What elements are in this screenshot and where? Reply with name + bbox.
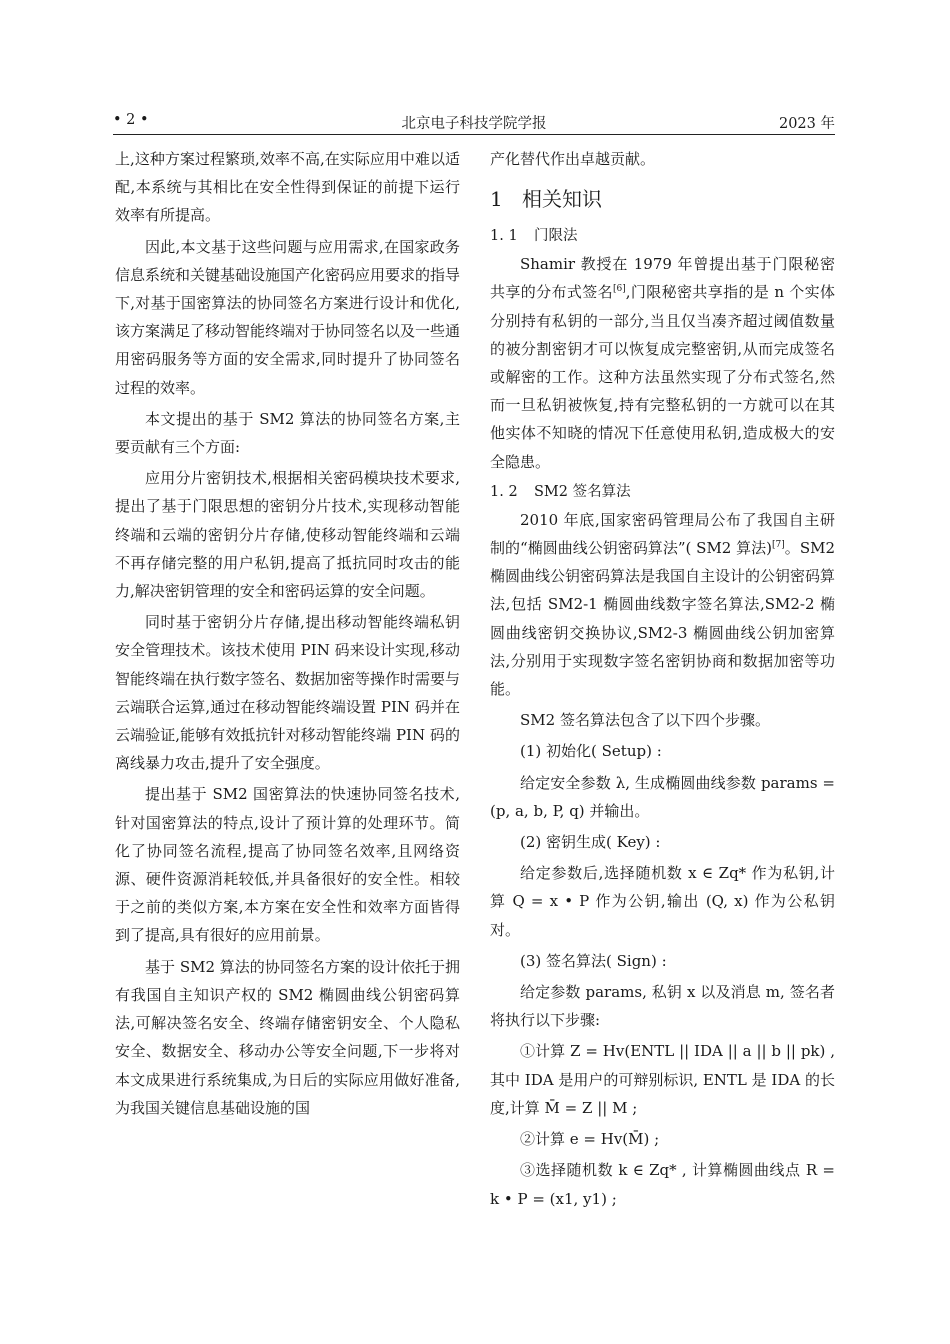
section-number: 1 bbox=[490, 187, 503, 212]
journal-title: 北京电子科技学院学报 bbox=[401, 116, 547, 132]
paragraph: 基于 SM2 算法的协同签名方案的设计依托于拥有我国自主知识产权的 SM2 椭圆曲线公钥密码算法,可解决签名安全、终端存储密钥安全、个人隐私安全、数据安全、移动办公等安全问题,下一步将对本文成果进行系统集成,为日后的实际应用做好准备,为我国关键信息基础设施的国 bbox=[115, 957, 460, 1117]
left-column bbox=[115, 145, 460, 1125]
paragraph: 上,这种方案过程繁琐,效率不高,在实际应用中难以适配,本系统与其相比在安全性得到保证的前提下运行效率有所提高。 bbox=[115, 150, 460, 225]
paragraph: ③选择随机数 k ∈ Zq* , 计算椭圆曲线点 R = k • P = (x1, y1) ; bbox=[490, 1161, 835, 1208]
right-column bbox=[490, 145, 835, 1216]
subsection-heading bbox=[490, 224, 835, 248]
paragraph: ①计算 Z = Hv(ENTL || IDA || a || b || pk) ,其中 IDA 是用户的可辩别标识, ENTL 是 IDA 的长度,计算 M̄ = Z || M ; bbox=[490, 1042, 835, 1117]
step-title: (3) 签名算法( Sign) : bbox=[520, 951, 667, 970]
paragraph: Shamir 教授在 1979 年曾提出基于门限秘密共享的分布式签名[6],门限秘密共享指的是 n 个实体分别持有私钥的一部分,当且仅当凑齐超过阈值数量的被分割密钥才可以恢复成完整密钥,从而完成签名或解密的工作。这种方法虽然实现了分布式签名,然而一旦私钥被恢复,持有完整私钥的一方就可以在其他实体不知晓的情况下任意使用私钥,造成极大的安全隐患。 bbox=[490, 255, 835, 471]
step-title: (2) 密钥生成( Key) : bbox=[520, 833, 661, 852]
subsection-heading bbox=[490, 480, 835, 504]
subsection-title: SM2 签名算法 bbox=[534, 483, 631, 500]
page-number: • 2 • bbox=[113, 112, 149, 128]
paragraph: 同时基于密钥分片存储,提出移动智能终端私钥安全管理技术。该技术使用 PIN 码来设计实现,移动智能终端在执行数字签名、数据加密等操作时需要与云端联合运算,通过在移动智能终端设置 PIN 码并在云端验证,能够有效抵抗针对移动智能终端 PIN 码的离线暴力攻击,提升了安全强度。 bbox=[115, 613, 461, 773]
paragraph: 给定参数后,选择随机数 x ∈ Zq* 作为私钥,计算 Q = x • P 作为公钥,输出 (Q, x) 作为公私钥对。 bbox=[490, 864, 835, 939]
paragraph: 本文提出的基于 SM2 算法的协同签名方案,主要贡献有三个方面: bbox=[115, 409, 460, 457]
paragraph: 应用分片密钥技术,根据相关密码模块技术要求,提出了基于门限思想的密钥分片技术,实现移动智能终端和云端的密钥分片存储,使移动智能终端和云端不再存储完整的用户私钥,提高了抵抗同时攻击的能力,解决密钥管理的安全和密码运算的安全问题。 bbox=[115, 469, 460, 601]
publication-year: 2023 年 bbox=[778, 116, 835, 132]
paragraph: SM2 签名算法包含了以下四个步骤。 bbox=[520, 711, 770, 730]
paragraph: 产化替代作出卓越贡献。 bbox=[490, 150, 656, 168]
paragraph: 给定参数 params, 私钥 x 以及消息 m, 签名者将执行以下步骤: bbox=[490, 983, 835, 1030]
paragraph: 给定安全参数 λ, 生成椭圆曲线参数 params = (p, a, b, P, q) 并输出。 bbox=[490, 773, 835, 820]
subsection-number: 1. 1 bbox=[490, 228, 518, 245]
step-title: (1) 初始化( Setup) : bbox=[520, 742, 662, 761]
paragraph: 提出基于 SM2 国密算法的快速协同签名技术,针对国密算法的特点,设计了预计算的处理环节。简化了协同签名流程,提高了协同签名效率,且网络资源、硬件资源消耗较低,并具备很好的安全性。相较于之前的类似方案,本方案在安全性和效率方面皆得到了提高,具有很好的应用前景。 bbox=[115, 785, 460, 945]
section-title: 相关知识 bbox=[522, 187, 602, 212]
paragraph: 2010 年底,国家密码管理局公布了我国自主研制的“椭圆曲线公钥密码算法”( SM2 算法)[7]。SM2 椭圆曲线公钥密码算法是我国自主设计的公钥密码算法,包括 SM2-1 椭圆曲线数字签名算法,SM2-2 椭圆曲线密钥交换协议,SM2-3 椭圆曲线公钥加密算法,分别用于实现数字签名密钥协商和数据加密等功能。 bbox=[490, 510, 836, 699]
subsection-number: 1. 2 bbox=[490, 483, 518, 500]
running-header bbox=[113, 110, 835, 135]
citation: [7] bbox=[772, 540, 785, 551]
paragraph: 因此,本文基于这些问题与应用需求,在国家政务信息系统和关键基础设施国产化密码应用要求的指导下,对基于国密算法的协同签名方案进行设计和优化,该方案满足了移动智能终端对于协同签名以及一些通用密码服务等方面的安全需求,同时提升了协同签名过程的效率。 bbox=[115, 237, 461, 397]
subsection-title: 门限法 bbox=[534, 228, 578, 245]
section-heading bbox=[490, 184, 835, 214]
citation: [6] bbox=[613, 284, 626, 295]
paragraph: ②计算 e = Hv(M̄) ; bbox=[520, 1130, 660, 1149]
